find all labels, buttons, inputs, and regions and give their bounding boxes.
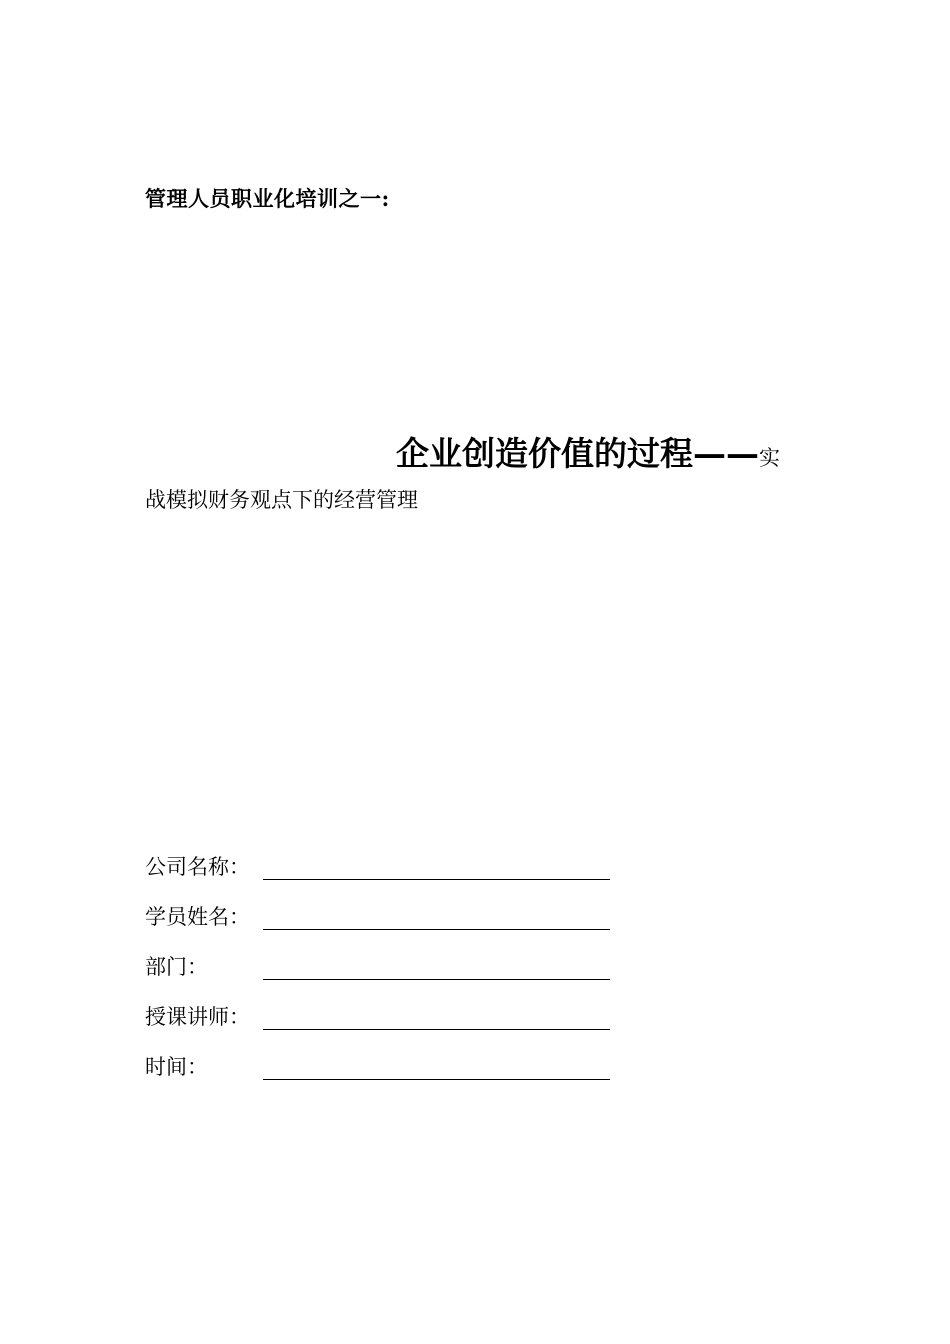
lecturer-label: 授课讲师：	[145, 1005, 250, 1029]
time-field[interactable]	[263, 1051, 610, 1080]
company-name-field[interactable]	[263, 851, 610, 880]
department-label: 部门：	[145, 955, 208, 979]
form-row-lecturer	[145, 982, 615, 1032]
lecturer-field[interactable]	[263, 1001, 610, 1030]
title-line-2: 战模拟财务观点下的经营管理	[145, 488, 418, 512]
title-main: 企业创造价值的过程——	[396, 434, 759, 473]
form-row-company	[145, 832, 615, 882]
title-line-1	[145, 428, 815, 474]
student-name-field[interactable]	[263, 901, 610, 930]
time-label: 时间：	[145, 1055, 208, 1079]
form-row-department	[145, 932, 615, 982]
company-name-label: 公司名称：	[145, 855, 250, 879]
title-main-tail: 实	[759, 446, 780, 470]
document-title	[145, 428, 815, 514]
form-row-student	[145, 882, 615, 932]
student-name-label: 学员姓名：	[145, 905, 250, 929]
form-row-time	[145, 1032, 615, 1082]
department-field[interactable]	[263, 951, 610, 980]
series-heading: 管理人员职业化培训之一:	[145, 186, 390, 211]
form-fields	[145, 832, 615, 1082]
